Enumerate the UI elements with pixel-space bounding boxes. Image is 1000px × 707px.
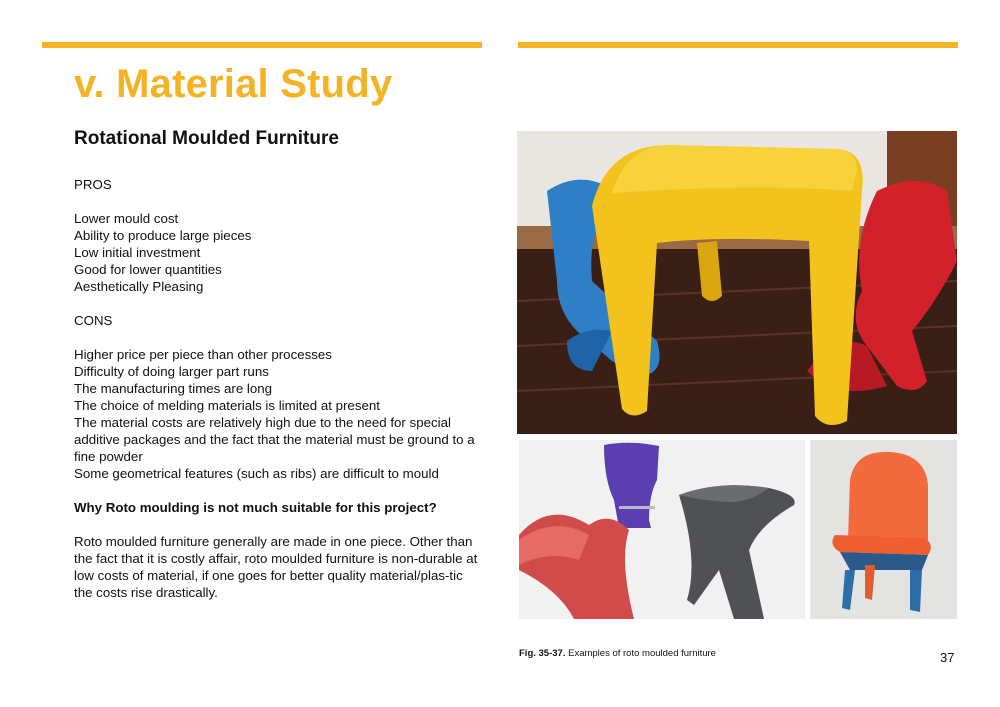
pros-item: Good for lower quantities: [74, 262, 222, 277]
cons-item: Higher price per piece than other processes: [74, 347, 332, 362]
pros-heading: PROS: [74, 177, 112, 192]
photo-table-and-chairs: [517, 131, 957, 434]
pros-item: Lower mould cost: [74, 211, 179, 226]
cons-item: Some geometrical features (such as ribs) are difficult to mould: [74, 466, 439, 481]
caption-label: Fig. 35-37.: [519, 648, 566, 659]
photo-sculptural-chairs: [519, 440, 805, 619]
top-rule-left: [42, 42, 482, 48]
caption-text: Examples of roto moulded furniture: [568, 648, 716, 659]
question-heading: Why Roto moulding is not much suitable for this project?: [74, 500, 437, 515]
pros-item: Low initial investment: [74, 245, 201, 260]
cons-item: Difficulty of doing larger part runs: [74, 364, 269, 379]
cons-item: The choice of melding materials is limited at present: [74, 398, 380, 413]
answer-paragraph: Roto moulded furniture generally are made in one piece. Other than the fact that it is costly affair, roto moulded furniture is non-durable at low costs of material, if one goes for better quality material/plas-tic the costs rise drastically.: [74, 534, 478, 600]
pros-item: Aesthetically Pleasing: [74, 279, 204, 294]
cons-item: The material costs are relatively high due to the need for special additive packages and the fact that the material must be ground to a fine powder: [74, 415, 475, 464]
top-rule-right: [518, 42, 958, 48]
figure-caption: [519, 648, 716, 659]
page-number: 37: [940, 650, 955, 665]
section-subtitle: Rotational Moulded Furniture: [74, 128, 339, 149]
pros-item: Ability to produce large pieces: [74, 228, 252, 243]
photo-orange-chair: [810, 440, 957, 619]
page-title: v. Material Study: [74, 62, 393, 106]
body-text: [74, 176, 484, 601]
cons-item: The manufacturing times are long: [74, 381, 273, 396]
cons-heading: CONS: [74, 313, 113, 328]
